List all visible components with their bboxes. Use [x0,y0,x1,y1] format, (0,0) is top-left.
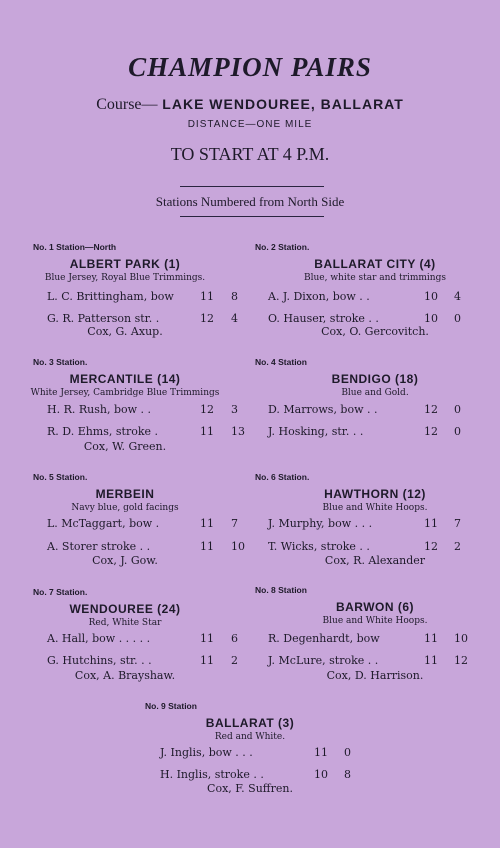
stations-note: Stations Numbered from North Side [155,194,345,209]
coxswain: Cox, J. Gow. [92,554,158,567]
coxswain: Cox, R. Alexander [324,554,426,567]
rower-weight-pounds: 10 [454,632,468,645]
coxswain: Cox, D. Harrison. [326,669,424,682]
rower-weight-stone: 11 [200,540,214,553]
rower-weight-pounds: 12 [454,654,468,667]
rower-weight-pounds: 10 [231,540,245,553]
divider-bottom [180,216,324,217]
rower-name: A. Hall, bow . . . . . [47,632,151,645]
station-number: No. 3 Station. [33,357,88,367]
coxswain: Cox, W. Green. [83,440,167,453]
club-name: BARWON (6) [335,600,415,614]
rower-name: A. J. Dixon, bow . . [268,290,370,303]
rower-weight-pounds: 13 [231,425,245,438]
rower-name: R. Degenhardt, bow [268,632,380,645]
club-name: HAWTHORN (12) [324,487,426,501]
rower-weight-stone: 10 [314,768,328,781]
rower-weight-pounds: 4 [454,290,461,303]
rower-name: H. R. Rush, bow . . [47,403,152,416]
distance-line: DISTANCE—ONE MILE [187,119,313,130]
rower-name: T. Wicks, stroke . . [268,540,370,553]
rower-weight-pounds: 4 [231,312,238,325]
club-colours: Blue and White Hoops. [322,616,428,626]
rower-weight-stone: 12 [200,403,214,416]
station-number: No. 8 Station [255,585,307,595]
station-number: No. 9 Station [145,701,197,711]
coxswain: Cox, O. Gercovitch. [321,325,429,338]
club-name: BENDIGO (18) [331,372,419,386]
rower-weight-stone: 11 [424,632,438,645]
rower-name: H. Inglis, stroke . . [160,768,264,781]
rower-weight-stone: 11 [424,654,438,667]
club-colours: Blue and White Hoops. [322,503,428,513]
rower-weight-stone: 11 [200,654,214,667]
club-colours: Blue, white star and trimmings [304,273,446,283]
station-number: No. 1 Station—North [33,242,117,252]
rower-name: O. Hauser, stroke . . [268,312,379,325]
divider-top [180,186,324,187]
rower-weight-pounds: 8 [344,768,351,781]
club-colours: Red and White. [214,732,286,742]
club-colours: White Jersey, Cambridge Blue Trimmings [30,388,220,398]
rower-name: J. Hosking, str. . . [268,425,364,438]
rower-name: G. R. Patterson str. . [47,312,160,325]
club-name: BALLARAT CITY (4) [314,257,436,271]
club-colours: Navy blue, gold facings [71,503,179,513]
rower-weight-stone: 12 [424,540,438,553]
rower-weight-stone: 10 [424,312,438,325]
rower-weight-stone: 12 [200,312,214,325]
rower-name: G. Hutchins, str. . . [47,654,152,667]
rower-weight-pounds: 2 [231,654,238,667]
rower-weight-stone: 12 [424,425,438,438]
rower-name: J. Inglis, bow . . . [160,746,253,759]
page-title: CHAMPION PAIRS [128,52,372,82]
rower-weight-pounds: 0 [454,403,461,416]
rower-weight-stone: 11 [200,425,214,438]
club-name: MERCANTILE (14) [69,372,181,386]
rower-weight-stone: 11 [200,632,214,645]
club-name: MERBEIN [95,487,155,501]
coxswain: Cox, A. Brayshaw. [74,669,176,682]
station-number: No. 6 Station. [255,472,310,482]
rower-weight-stone: 11 [424,517,438,530]
rower-weight-pounds: 2 [454,540,461,553]
club-colours: Blue Jersey, Royal Blue Trimmings. [44,273,206,283]
rower-weight-pounds: 7 [231,517,238,530]
station-number: No. 5 Station. [33,472,88,482]
rower-weight-pounds: 7 [454,517,461,530]
rower-weight-stone: 11 [200,517,214,530]
rower-weight-stone: 10 [424,290,438,303]
station-number: No. 2 Station. [255,242,310,252]
club-colours: Blue and Gold. [341,388,409,398]
coxswain: Cox, F. Suffren. [207,782,293,795]
club-colours: Red, White Star [88,618,162,628]
rower-weight-pounds: 6 [231,632,238,645]
rower-name: L. McTaggart, bow . [47,517,160,530]
rower-name: R. D. Ehms, stroke . [47,425,158,438]
rower-weight-pounds: 0 [454,425,461,438]
rower-weight-stone: 11 [314,746,328,759]
course-line [0,95,500,114]
club-name: ALBERT PARK (1) [69,257,181,271]
rower-weight-stone: 11 [200,290,214,303]
rower-weight-pounds: 0 [454,312,461,325]
club-name: BALLARAT (3) [205,716,295,730]
rower-name: A. Storer stroke . . [47,540,151,553]
rower-name: D. Marrows, bow . . [268,403,378,416]
rower-name: L. C. Brittingham, bow [47,290,174,303]
rower-name: J. Murphy, bow . . . [268,517,373,530]
station-number: No. 4 Station [255,357,307,367]
course-label: Course— [96,96,158,113]
rower-weight-pounds: 0 [344,746,351,759]
coxswain: Cox, G. Axup. [87,325,163,338]
rower-weight-pounds: 8 [231,290,238,303]
rower-name: J. McLure, stroke . . [268,654,379,667]
course-venue: LAKE WENDOUREE, BALLARAT [162,96,404,112]
rower-weight-stone: 12 [424,403,438,416]
rower-weight-pounds: 3 [231,403,238,416]
start-time: TO START AT 4 P.M. [170,144,330,164]
club-name: WENDOUREE (24) [69,602,181,616]
station-number: No. 7 Station. [33,587,88,597]
